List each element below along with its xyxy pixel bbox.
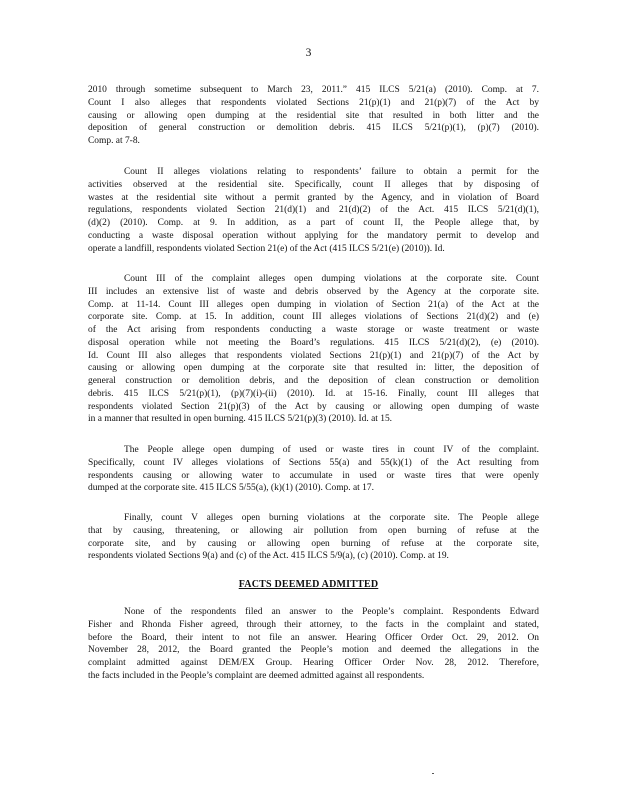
- text-line: dumped at the corporate site. 415 ILCS 5/55(a), (k)(1) (2010). Comp. at 17.: [88, 483, 374, 494]
- text-line: in a manner that resulted in open burning. 415 ILCS 5/21(p)(3) (2010). Id. at 15.: [88, 414, 393, 425]
- text-line: debris. 415 ILCS 5/21(p)(1), (p)(7)(i)-(ii) (2010). Id. at 15-16. Finally, count III alleges that: [88, 388, 539, 399]
- paragraph-count-i-continued: [88, 84, 539, 148]
- paragraph-facts-deemed-admitted: [88, 606, 539, 683]
- text-line: Count II alleges violations relating to respondents’ failure to obtain a permit for the: [124, 167, 539, 177]
- text-line: wastes at the residential site without a permit granted by the Agency, and in violation of Board: [88, 192, 539, 203]
- text-line: Comp. at 7-8.: [88, 136, 140, 146]
- section-heading: FACTS DEEMED ADMITTED: [238, 579, 379, 590]
- text-line: operate a landfill, respondents violated Section 21(e) of the Act (415 ILCS 5/21(e) (2010)). Id.: [88, 243, 445, 254]
- text-line: of the Act arising from respondents conducting a waste storage or waste treatment or waste: [88, 325, 539, 335]
- text-line: Finally, count V alleges open burning violations at the corporate site. The People allege: [124, 513, 539, 523]
- text-line: the facts included in the People’s complaint are deemed admitted against all respondents.: [88, 670, 425, 681]
- text-line: corporate site, and by causing or allowing open burning of refuse at the corporate site,: [88, 538, 539, 549]
- text-line: The People allege open dumping of used or waste tires in count IV of the complaint.: [124, 445, 539, 455]
- paragraph-count-v: [88, 512, 539, 563]
- text-line: None of the respondents filed an answer to the People’s complaint. Respondents Edward: [124, 607, 539, 617]
- page-number: 3: [305, 47, 312, 59]
- paragraph-count-iii: [88, 273, 539, 426]
- text-line: Count III of the complaint alleges open dumping violations at the corporate site. Count: [124, 274, 539, 284]
- text-line: III includes an extensive list of waste and debris observed by the Agency at the corporate site.: [88, 286, 539, 297]
- text-line: deposition of general construction or demolition debris. 415 ILCS 5/21(p)(1), (p)(7) (2010).: [88, 123, 539, 134]
- text-line: activities observed at the residential site. Specifically, count II alleges that by disposing of: [88, 179, 539, 190]
- text-line: general construction or demolition debris, and the deposition of clean construction or demolition: [88, 376, 539, 386]
- text-line: regulations, respondents violated Section 21(d)(1) and 21(d)(2) of the Act. 415 ILCS 5/21(d)(1),: [88, 205, 539, 216]
- text-line: respondents violated Section 21(p)(3) of the Act by causing or allowing open dumping of waste: [88, 401, 539, 412]
- text-line: Comp. at 11-14. Count III alleges open dumping in violation of Section 21(a) of the Act at the: [88, 299, 539, 310]
- scan-speck: [432, 773, 434, 774]
- text-line: disposal operation while not meeting the Board’s regulations. 415 ILCS 5/21(d)(2), (e) (2010).: [88, 337, 539, 348]
- text-line: that by causing, threatening, or allowing air pollution from open burning of refuse at the: [88, 525, 539, 536]
- text-line: respondents violated Sections 9(a) and (c) of the Act. 415 ILCS 5/9(a), (c) (2010). Comp. at 19.: [88, 551, 449, 562]
- text-line: before the Board, their intent to not file an answer. Hearing Officer Order Oct. 29, 2012. On: [88, 632, 539, 643]
- text-line: Count I also alleges that respondents violated Sections 21(p)(1) and 21(p)(7) of the Act by: [88, 97, 539, 108]
- text-line: conducting a waste disposal operation without applying for the mandatory permit to develop and: [88, 230, 539, 241]
- text-line: causing or allowing open dumping at the residential site that resulted in both litter and the: [88, 110, 539, 121]
- text-line: 2010 through sometime subsequent to March 23, 2011.” 415 ILCS 5/21(a) (2010). Comp. at 7.: [88, 85, 539, 95]
- text-line: causing or allowing open dumping at the corporate site that resulted in: litter, the deposition of: [88, 363, 539, 374]
- text-line: Id. Count III also alleges that respondents violated Sections 21(p)(1) and 21(p)(7) of the Act by: [88, 350, 539, 361]
- text-line: complaint admitted against DEM/EX Group. Hearing Officer Order Nov. 28, 2012. Therefore,: [88, 658, 539, 668]
- paragraph-count-ii: [88, 166, 539, 255]
- text-line: (d)(2) (2010). Comp. at 9. In addition, as a part of count II, the People allege that, by: [88, 218, 539, 228]
- text-line: corporate site. Comp. at 15. In addition, count III alleges violations of Sections 21(d)(2) and (e): [88, 312, 539, 323]
- text-line: Specifically, count IV alleges violations of Sections 55(a) and 55(k)(1) of the Act resulting from: [88, 457, 539, 468]
- paragraph-count-iv: [88, 444, 539, 495]
- text-line: November 28, 2012, the Board granted the People’s motion and deemed the allegations in the: [88, 645, 539, 656]
- text-line: Fisher and Rhonda Fisher agreed, through their attorney, to the facts in the complaint and stated,: [88, 619, 539, 630]
- text-line: respondents causing or allowing water to accumulate in used or waste tires that were openly: [88, 470, 539, 481]
